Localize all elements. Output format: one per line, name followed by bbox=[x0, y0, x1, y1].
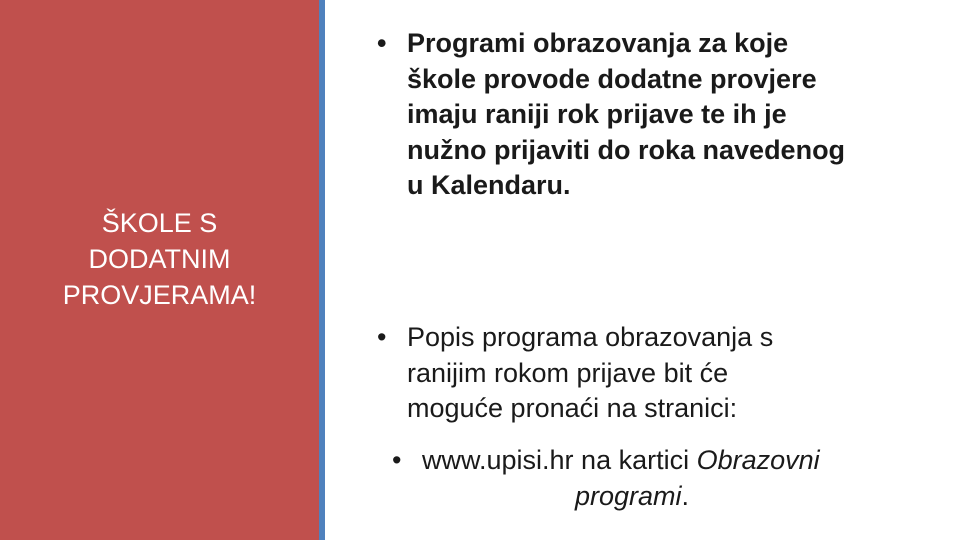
bullet-program-list-line-2: ranijim rokom prijave bit će bbox=[407, 357, 729, 388]
sub-bullet-line-1 bbox=[392, 443, 892, 479]
bullet-program-list-line-1: Popis programa obrazovanja s bbox=[407, 322, 774, 352]
bullet-deadline-line-2: škole provode dodatne provjere bbox=[407, 63, 817, 94]
bullet-dot-icon: • bbox=[377, 322, 387, 352]
section-title-line-3: PROVJERAMA! bbox=[62, 280, 257, 310]
bullet-deadline-line-1: Programi obrazovanja za koje bbox=[407, 28, 789, 58]
bullet-deadline-row bbox=[377, 26, 917, 204]
bullet-deadline-line-3: imaju raniji rok prijave te ih je bbox=[407, 99, 787, 129]
bullet-deadline bbox=[377, 26, 917, 204]
website-link-text[interactable]: www.upisi.hr na kartici bbox=[422, 445, 697, 475]
bullet-program-list-line-3: moguće pronaći na stranici: bbox=[407, 393, 738, 423]
section-title-line-1: ŠKOLE S bbox=[101, 208, 218, 238]
bullet-program-list-row bbox=[377, 320, 917, 427]
section-title bbox=[0, 205, 319, 313]
bullet-deadline-line-5: u Kalendaru. bbox=[407, 170, 571, 200]
vertical-divider bbox=[319, 0, 325, 540]
bullet-program-list bbox=[377, 320, 917, 427]
tab-name-part-1: Obrazovni bbox=[696, 445, 820, 475]
sub-bullet-dot-icon: • bbox=[392, 445, 402, 475]
tab-name-part-2: programi bbox=[575, 480, 682, 511]
bullet-deadline-line-4: nužno prijaviti do roka navedenog bbox=[407, 134, 846, 165]
bullet-dot-icon: • bbox=[377, 28, 387, 58]
sub-bullet-line-2 bbox=[392, 479, 892, 515]
section-title-line-2: DODATNIM bbox=[88, 244, 231, 274]
sub-bullet-website bbox=[392, 443, 892, 514]
sub-bullet-period: . bbox=[681, 480, 690, 511]
